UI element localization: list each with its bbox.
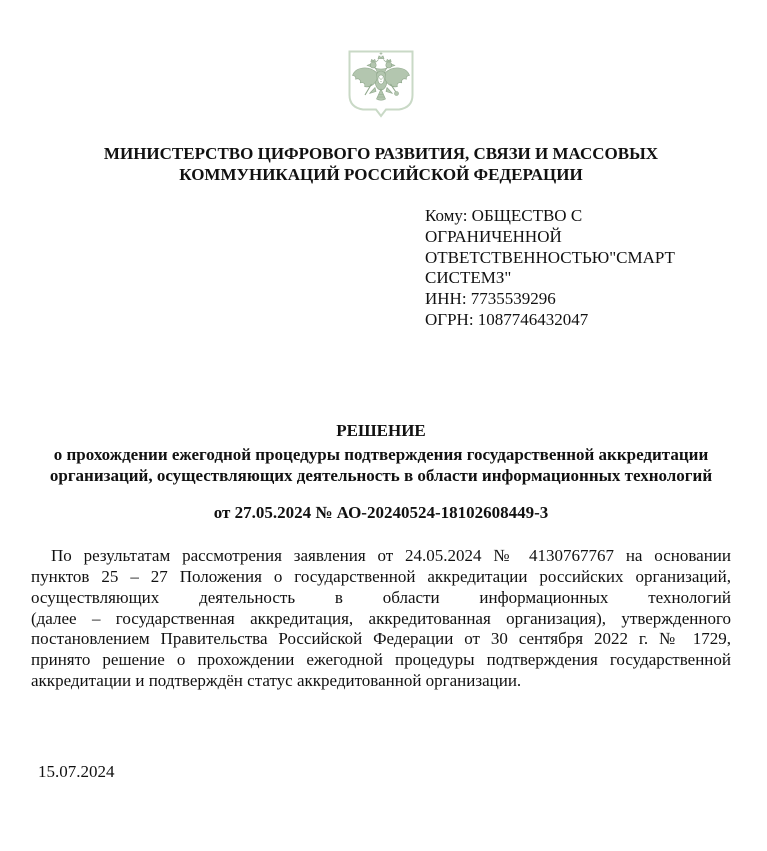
recipient-line: ОТВЕТСТВЕННОСТЬЮ"СМАРТ (425, 247, 675, 267)
recipient-inn: ИНН: 7735539296 (425, 289, 556, 309)
ministry-name (31, 143, 731, 185)
ministry-name-line2: КОММУНИКАЦИЙ РОССИЙСКОЙ ФЕДЕРАЦИИ (179, 165, 583, 184)
recipient-line: СИСТЕМЗ" (425, 268, 512, 288)
recipient-line: Кому: ОБЩЕСТВО С (425, 206, 583, 225)
body-line-2: пунктов 25 – 27 Положения о государственной аккредитации российских организаций, (31, 566, 731, 586)
ministry-name-line1: МИНИСТЕРСТВО ЦИФРОВОГО РАЗВИТИЯ, СВЯЗИ И МАССОВЫХ (103, 144, 659, 163)
emblem-container (31, 0, 731, 118)
decision-title: РЕШЕНИЕ (336, 420, 426, 440)
decision-subtitle-line1: о прохождении ежегодной процедуры подтверждения государственной аккредитации (53, 444, 709, 464)
document-date: 15.07.2024 (38, 761, 115, 781)
body-line-4: (далее – государственная аккредитация, аккредитованная организация), утвержденного (31, 608, 731, 628)
decision-heading (31, 420, 731, 487)
recipient-address (425, 206, 731, 331)
recipient-ogrn: ОГРН: 1087746432047 (425, 309, 589, 329)
recipient-line: ОГРАНИЧЕННОЙ (425, 226, 562, 246)
body-line-3: осуществляющих деятельность в области информационных технологий (31, 587, 731, 607)
body-line-6: принято решение о прохождении ежегодной процедуры подтверждения государственной (31, 650, 731, 670)
body-line-1: По результатам рассмотрения заявления от 24.05.2024 № 4130767767 на основании (51, 546, 731, 566)
coat-of-arms-icon (344, 50, 418, 118)
body-line-5: постановлением Правительства Российской Федерации от 30 сентября 2022 г. № 1729, (31, 629, 731, 649)
decision-body (31, 546, 731, 692)
body-line-7: аккредитации и подтверждён статус аккредитованной организации. (31, 670, 522, 690)
decision-subtitle (31, 445, 731, 487)
decision-reference: от 27.05.2024 № АО-20240524-18102608449-3 (213, 503, 549, 523)
decision-subtitle-line2: организаций, осуществляющих деятельность в области информационных технологий (49, 465, 713, 485)
